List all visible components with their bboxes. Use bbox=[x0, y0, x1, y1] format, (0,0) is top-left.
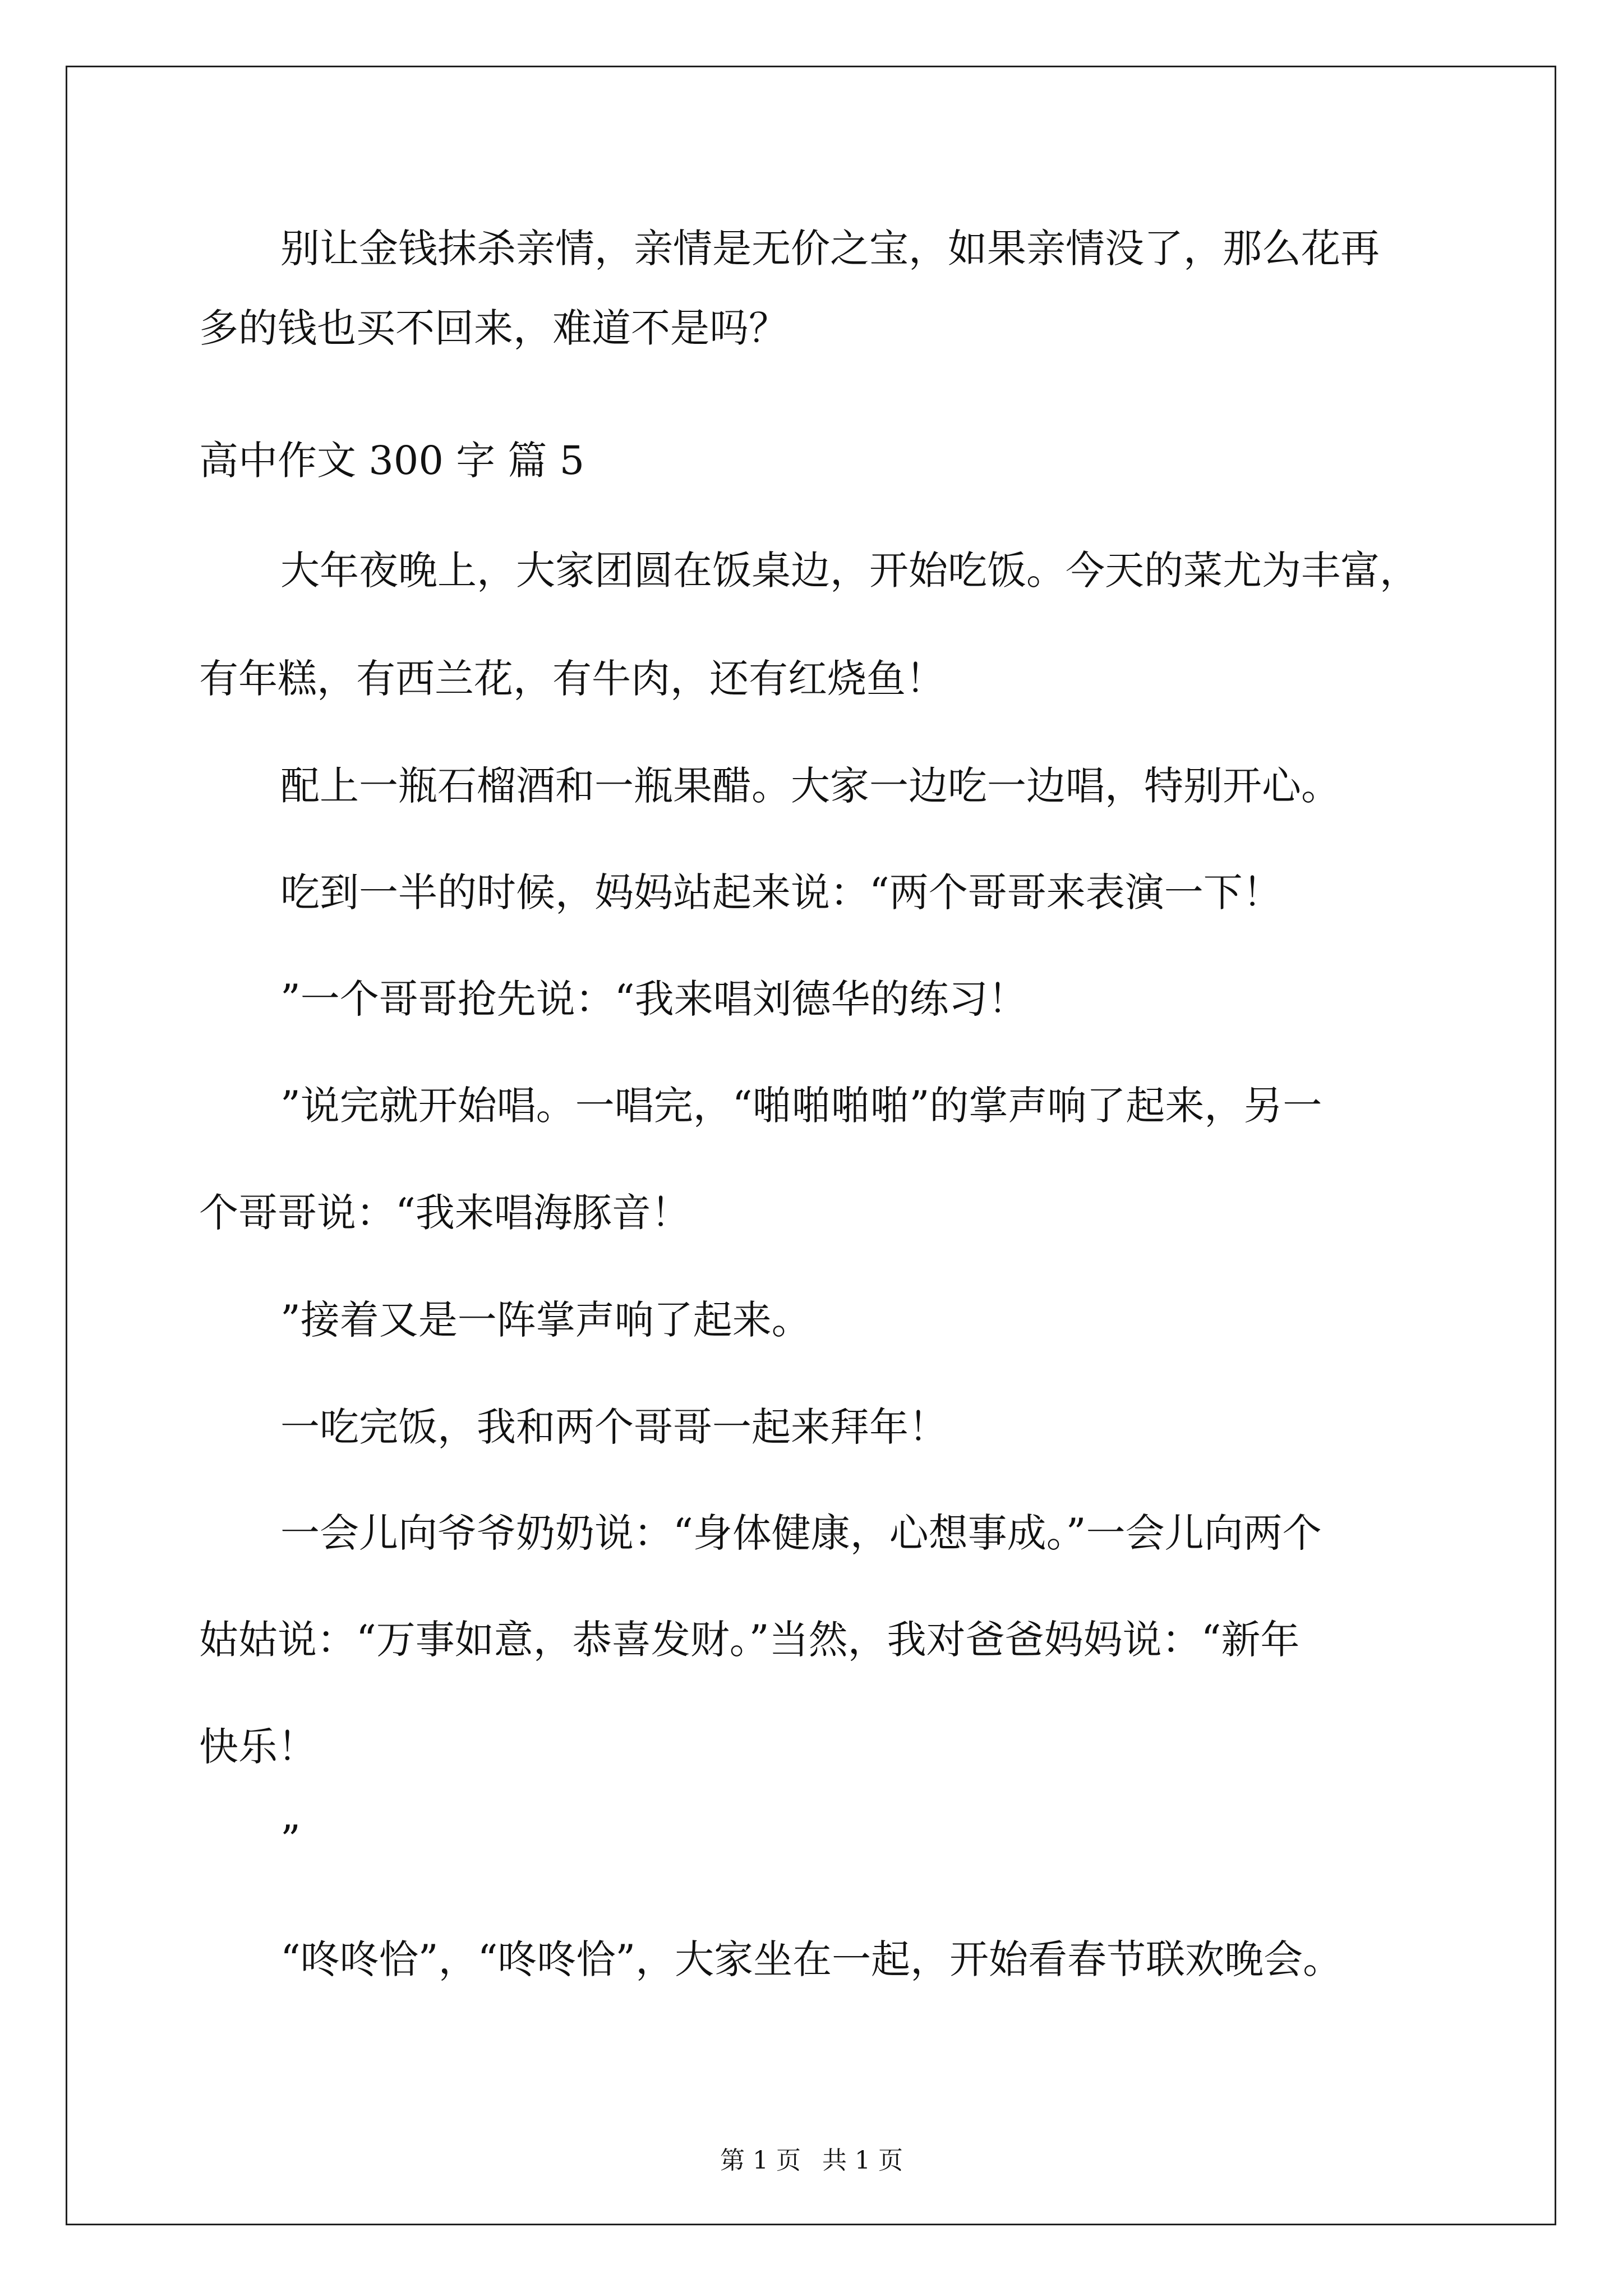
paragraph-line: 配上一瓶石榴酒和一瓶果醋。大家一边吃一边唱，特别开心。 bbox=[280, 763, 1340, 809]
paragraph-line: 快乐！ bbox=[199, 1724, 317, 1770]
paragraph-line: 多的钱也买不回来，难道不是吗？ bbox=[199, 305, 788, 351]
paragraph-line: “咚咚恰”，“咚咚恰”，大家坐在一起，开始看春节联欢晚会。 bbox=[280, 1936, 1343, 1982]
paragraph-line: 大年夜晚上，大家团圆在饭桌边，开始吃饭。今天的菜尤为丰富， bbox=[280, 547, 1419, 593]
page-border bbox=[66, 66, 1556, 2225]
paragraph-line: 有年糕，有西兰花，有牛肉，还有红烧鱼！ bbox=[199, 656, 945, 702]
page-footer bbox=[0, 2140, 1623, 2176]
paragraph-line: 姑姑说：“万事如意，恭喜发财。”当然，我对爸爸妈妈说：“新年 bbox=[199, 1617, 1300, 1663]
paragraph-line: ”说完就开始唱。一唱完，“啪啪啪啪”的掌声响了起来，另一 bbox=[280, 1083, 1322, 1129]
paragraph-line: 别让金钱抹杀亲情，亲情是无价之宝，如果亲情没了，那么花再 bbox=[280, 226, 1380, 272]
paragraph-line: 一吃完饭，我和两个哥哥一起来拜年！ bbox=[280, 1404, 948, 1450]
section-heading: 高中作文 300 字 篇 5 bbox=[199, 438, 585, 484]
paragraph-line: ”一个哥哥抢先说：“我来唱刘德华的练习！ bbox=[280, 976, 1027, 1022]
page-total: 共 1 页 bbox=[822, 2146, 903, 2175]
paragraph-line: ”接着又是一阵掌声响了起来。 bbox=[280, 1297, 811, 1343]
paragraph-line: 一会儿向爷爷奶奶说：“身体健康，心想事成。”一会儿向两个 bbox=[280, 1510, 1322, 1556]
page-number: 第 1 页 bbox=[720, 2146, 801, 2175]
paragraph-line: ” bbox=[280, 1817, 301, 1863]
paragraph-line: 吃到一半的时候，妈妈站起来说：“两个哥哥来表演一下！ bbox=[280, 869, 1282, 915]
paragraph-line: 个哥哥说：“我来唱海豚音！ bbox=[199, 1190, 690, 1236]
